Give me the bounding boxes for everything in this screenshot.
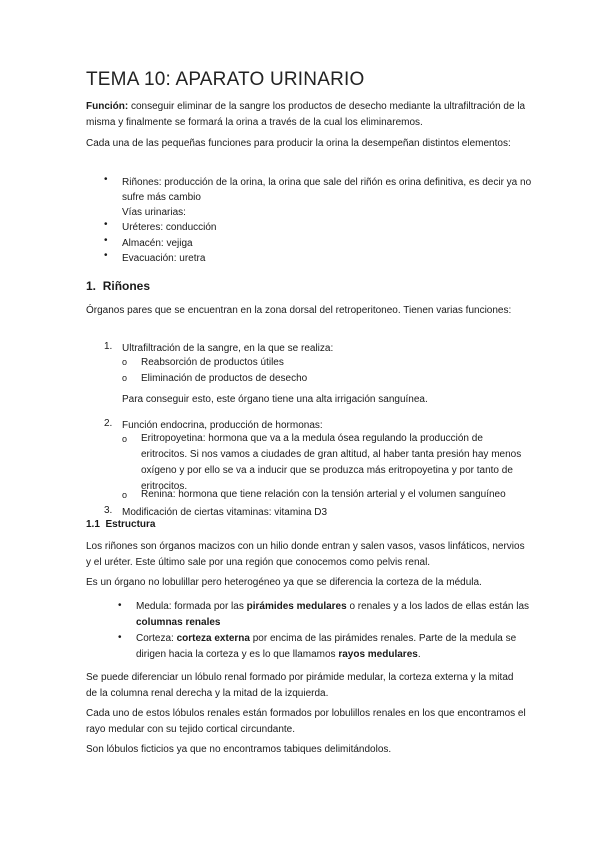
medula-bold-piramides: pirámides medulares [246, 601, 347, 612]
bullet-item-corteza [136, 631, 532, 663]
medula-text: Medula: formada por las [136, 601, 247, 612]
bullet-item-ureteres: Uréteres: conducción [122, 222, 217, 233]
lobulo-paragraph: Se puede diferenciar un lóbulo renal formado por pirámide medular, la corteza externa y la mitad de la columna renal derecha y la mitad de la izquierda. [86, 672, 514, 699]
bullet-marker: • [118, 632, 122, 643]
list-number: 1. [104, 341, 113, 352]
corteza-text: . [417, 649, 421, 660]
bullet-marker: • [104, 235, 108, 246]
bullet-marker: • [118, 600, 122, 611]
section-number: 1. [86, 279, 97, 293]
sub-item-eritropoyetina: Eritropoyetina: hormona que va a la medula ósea regulando la producción de eritrocitos. Si nos vamos a ciudades de gran altitud, al haber tanta presión hay menos oxígeno y por ello se va a inducir que se produzca más eritropoyetina y por tanto de eritrocitos. [141, 433, 522, 492]
bullet-item-rinones: Riñones: producción de la orina, la orina que sale del riñón es orina definitiva, es decir ya no sufre más cambio [122, 177, 532, 203]
sub-marker: o [122, 434, 128, 444]
corteza-bold-externa: corteza externa [176, 633, 250, 644]
estructura-paragraph: Los riñones son órganos macizos con un hilio donde entran y salen vasos, vasos linfáticos, nervios y el uréter. Este último sale por una región que conocemos como pelvis renal. [86, 541, 525, 568]
lobulillos-paragraph: Cada uno de estos lóbulos renales están formados por lobulillos renales en los que encontramos el rayo medular con su tejido cortical circundante. [86, 708, 526, 735]
sub-marker: o [122, 357, 128, 367]
bullet-item-medula [136, 599, 532, 631]
funcion-label: Función: [86, 101, 129, 112]
funcion-text: conseguir eliminar de la sangre los productos de desecho mediante la ultrafiltración de la misma y finalmente se formará la orina a través de la cual los eliminaremos. [86, 101, 526, 128]
section-title: Riñones [102, 279, 151, 293]
subsection-heading [86, 519, 155, 530]
sub-item-eliminacion: Eliminación de productos de desecho [141, 373, 308, 384]
bullet-marker: • [104, 250, 108, 261]
vias-urinarias-label: Vías urinarias: [122, 207, 186, 218]
organo-paragraph: Es un órgano no lobulillar pero heterogéneo ya que se diferencia la corteza de la médula. [86, 577, 482, 588]
sub-item-renina: Renina: hormona que tiene relación con la tensión arterial y el volumen sanguíneo [141, 489, 506, 500]
list-item-endocrina: Función endocrina, producción de hormonas: [122, 420, 323, 431]
corteza-bold-rayos: rayos medulares [338, 649, 418, 660]
bullet-item-almacen: Almacén: vejiga [122, 238, 193, 249]
sub-marker: o [122, 490, 128, 500]
medula-bold-columnas: columnas renales [136, 617, 221, 628]
medula-text: o renales y a los lados de ellas están las [346, 601, 530, 612]
section-heading [86, 279, 150, 293]
sub-marker: o [122, 373, 128, 383]
funcion-paragraph [86, 99, 526, 131]
list-number: 2. [104, 418, 113, 429]
sub-item-reabsorcion: Reabsorción de productos útiles [141, 357, 284, 368]
intro-paragraph: Cada una de las pequeñas funciones para producir la orina la desempeñan distintos elementos: [86, 138, 511, 149]
subsection-number: 1.1 [86, 519, 100, 530]
corteza-text: por encima de las pirámides renales. Parte de la medula se dirigen hacia la corteza y es lo que llamamos [136, 633, 517, 660]
list-item-vitaminas: Modificación de ciertas vitaminas: vitamina D3 [122, 507, 328, 518]
bullet-marker: • [104, 219, 108, 230]
subsection-title: Estructura [105, 519, 156, 530]
page-title: TEMA 10: APARATO URINARIO [86, 69, 365, 90]
list-number: 3. [104, 505, 113, 516]
ultrafiltracion-note: Para conseguir esto, este órgano tiene una alta irrigación sanguínea. [122, 394, 428, 405]
bullet-marker: • [104, 174, 108, 185]
bullet-item-evacuacion: Evacuación: uretra [122, 253, 206, 264]
corteza-text: Corteza: [136, 633, 177, 644]
list-item-ultrafiltracion: Ultrafiltración de la sangre, en la que se realiza: [122, 343, 334, 354]
section-intro: Órganos pares que se encuentran en la zona dorsal del retroperitoneo. Tienen varias funciones: [86, 305, 512, 316]
ficticios-paragraph: Son lóbulos ficticios ya que no encontramos tabiques delimitándolos. [86, 744, 392, 755]
